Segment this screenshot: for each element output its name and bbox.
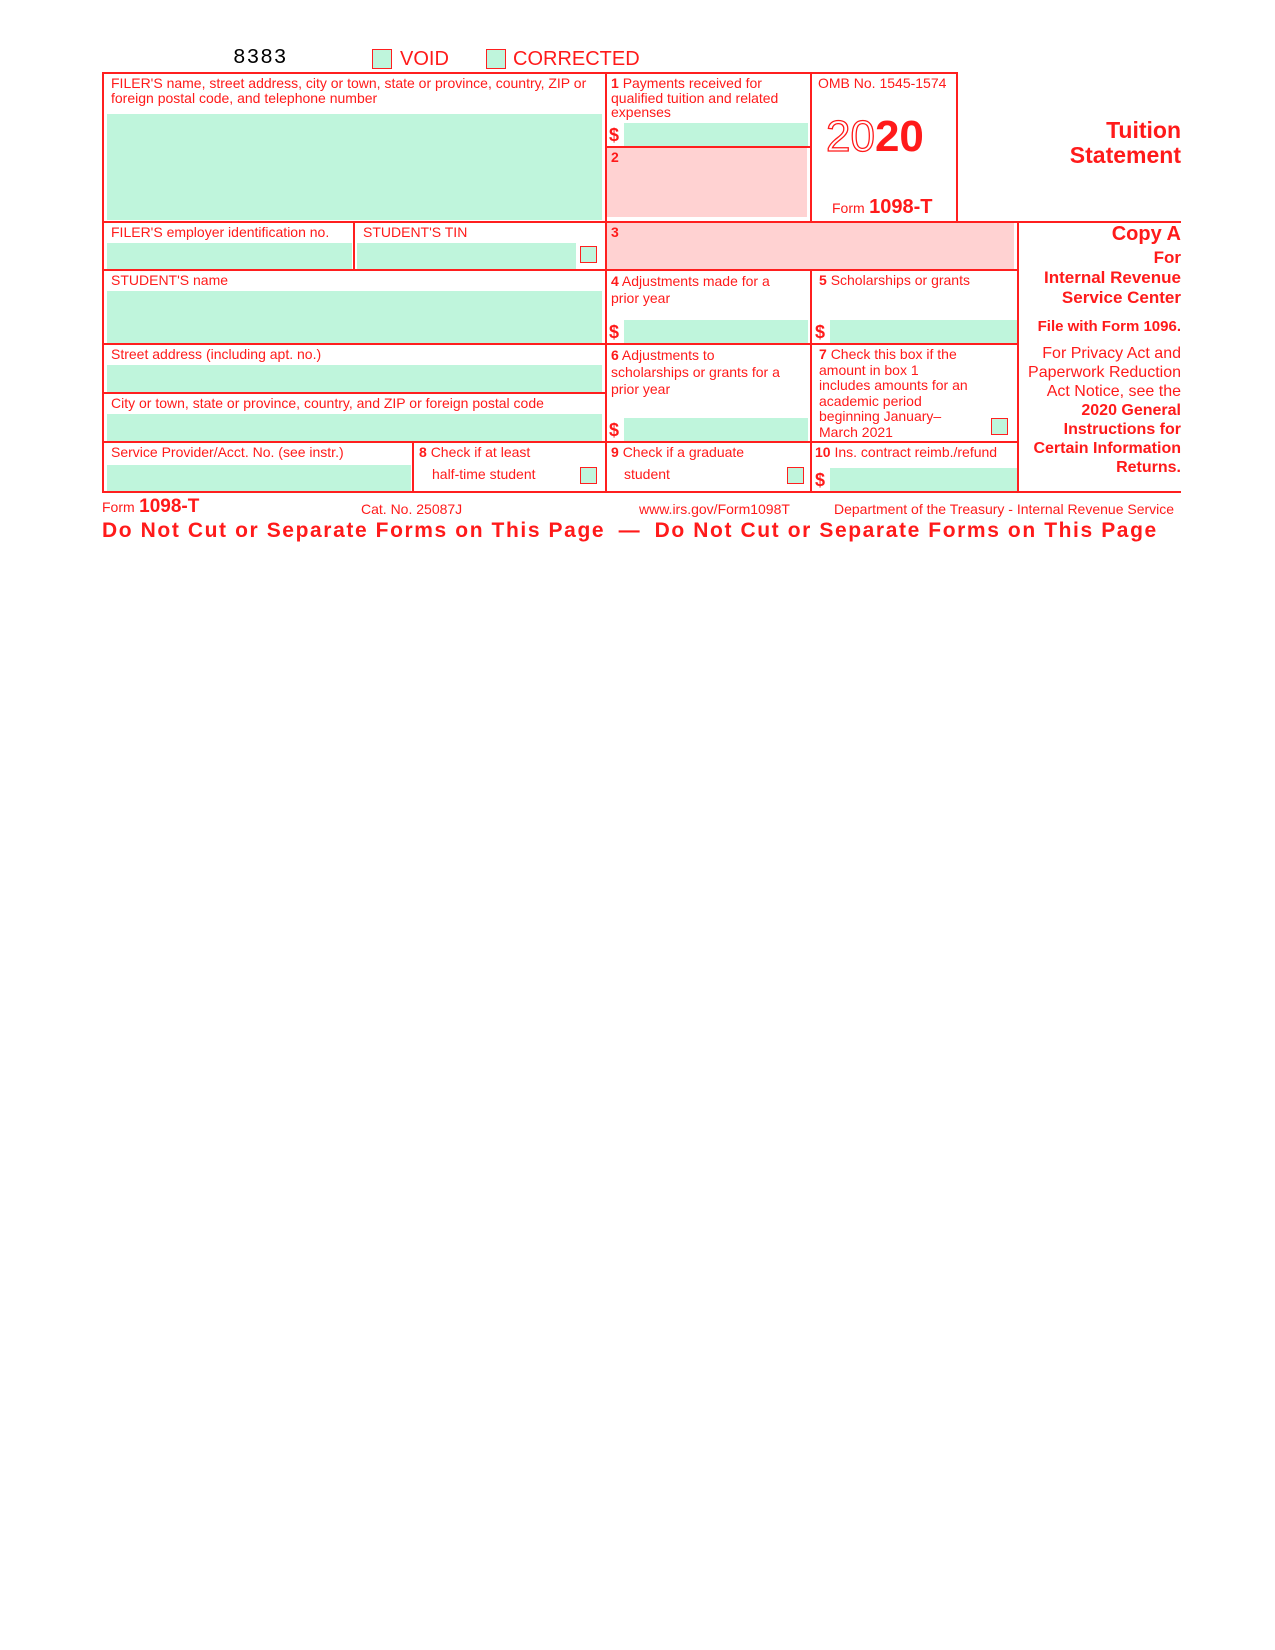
box-1-number: 1 <box>611 75 619 91</box>
copy-a-instr-1: 2020 General <box>1081 402 1181 419</box>
box-7-label <box>819 347 969 440</box>
box-4-number: 4 <box>611 273 619 289</box>
box-5-amount-field[interactable] <box>830 320 1017 343</box>
street-address-field[interactable] <box>107 365 602 392</box>
box-3-number: 3 <box>611 224 619 240</box>
copy-a-privacy-3: Act Notice, see the <box>1046 383 1181 400</box>
omb-form-word: Form <box>832 200 865 216</box>
box-6-amount-field[interactable] <box>624 418 808 441</box>
box-6-dollar-sign: $ <box>609 420 620 440</box>
omb-number: OMB No. 1545-1574 <box>818 75 947 91</box>
box-5-label <box>819 273 1014 288</box>
box-8-label <box>419 445 530 460</box>
void-checkbox[interactable] <box>372 49 392 69</box>
omb-form-id <box>832 196 933 219</box>
filer-ein-label: FILER'S employer identification no. <box>111 224 330 240</box>
box-9-number: 9 <box>611 444 619 460</box>
footer-url: www.irs.gov/Form1098T <box>639 501 790 517</box>
footer-cat-no: Cat. No. 25087J <box>361 501 463 517</box>
box-10-dollar-sign: $ <box>815 470 826 490</box>
box-4-text: Adjustments made for a prior year <box>611 273 770 306</box>
box-4-dollar-sign: $ <box>609 322 620 342</box>
corrected-checkbox[interactable] <box>486 49 506 69</box>
form-title-line-1: Tuition <box>1106 117 1181 143</box>
tax-year-bold: 20 <box>874 112 924 161</box>
copy-a-instr-2: Instructions for <box>1063 421 1181 438</box>
box-5-number: 5 <box>819 272 827 288</box>
copy-a-file-with: File with Form 1096. <box>1037 318 1181 335</box>
do-not-cut-dash: — <box>618 519 642 542</box>
copy-a-privacy-1: For Privacy Act and <box>1042 345 1181 362</box>
box-9-text-1: Check if a graduate <box>622 444 745 460</box>
box-6-text: Adjustments to scholarships or grants for a prior year <box>611 347 780 397</box>
service-provider-field[interactable] <box>107 465 411 491</box>
tax-year <box>826 113 924 161</box>
box-1-label <box>611 76 806 120</box>
box-8-text-1: Check if at least <box>430 444 531 460</box>
do-not-cut-left: Do Not Cut or Separate Forms on This Page <box>102 519 606 542</box>
city-label: City or town, state or province, country, and ZIP or foreign postal code <box>111 395 544 411</box>
corrected-label: CORRECTED <box>513 48 640 70</box>
box-8-checkbox[interactable] <box>580 467 597 484</box>
filer-name-label: FILER'S name, street address, city or town, state or province, country, ZIP or foreign postal code, and telephone number <box>111 75 587 106</box>
box-8-number: 8 <box>419 444 427 460</box>
box-10-label <box>815 445 997 460</box>
box-2-shaded-area <box>605 146 807 217</box>
box-1-text: Payments received for qualified tuition and related expenses <box>611 75 779 120</box>
student-name-label: STUDENT'S name <box>111 272 229 288</box>
filer-ein-field[interactable] <box>107 243 352 269</box>
student-name-field[interactable] <box>107 291 602 343</box>
box-7-text: Check this box if the amount in box 1 includes amounts for an academic period beginning January– March 2021 <box>819 346 968 440</box>
footer-form-word: Form <box>102 499 135 515</box>
footer-form-id <box>102 496 199 518</box>
do-not-cut-right: Do Not Cut or Separate Forms on This Page <box>654 519 1158 542</box>
service-provider-label: Service Provider/Acct. No. (see instr.) <box>111 444 344 460</box>
box-10-text: Ins. contract reimb./refund <box>834 444 998 460</box>
box-4-amount-field[interactable] <box>624 320 808 343</box>
box-5-dollar-sign: $ <box>815 322 826 342</box>
box-10-amount-field[interactable] <box>830 468 1017 491</box>
box-10-number: 10 <box>815 444 831 460</box>
copy-a-irs-line-2: Service Center <box>1061 288 1181 307</box>
street-address-label: Street address (including apt. no.) <box>111 346 322 362</box>
copy-a-panel <box>1019 222 1181 477</box>
footer-form-name: 1098-T <box>139 496 200 517</box>
omb-form-name: 1098-T <box>869 196 933 218</box>
student-tin-field[interactable] <box>357 243 576 269</box>
box-9-checkbox[interactable] <box>787 467 804 484</box>
box-1-dollar-sign: $ <box>609 125 620 145</box>
form-title-line-2: Statement <box>1069 142 1181 168</box>
copy-a-instr-4: Returns. <box>1116 459 1181 476</box>
box-2-number: 2 <box>611 149 619 165</box>
box-8-text-2: half-time student <box>432 466 536 482</box>
copy-a-for: For <box>1153 248 1181 267</box>
form-code: 8383 <box>233 47 288 70</box>
box-9-text-2: student <box>624 466 670 482</box>
box-5-text: Scholarships or grants <box>830 272 970 288</box>
student-tin-checkbox[interactable] <box>580 246 597 263</box>
box-3-shaded-area <box>605 223 1014 269</box>
box-7-checkbox[interactable] <box>991 418 1008 435</box>
box-1-amount-field[interactable] <box>624 123 808 146</box>
box-6-number: 6 <box>611 347 619 363</box>
void-label: VOID <box>400 48 449 70</box>
box-9-label <box>611 445 744 460</box>
footer-department: Department of the Treasury - Internal Revenue Service <box>834 501 1175 517</box>
copy-a-privacy-2: Paperwork Reduction <box>1028 364 1181 381</box>
box-4-label <box>611 273 801 307</box>
student-tin-label: STUDENT'S TIN <box>363 224 468 240</box>
do-not-cut-banner <box>102 519 1181 543</box>
box-6-label <box>611 347 781 398</box>
filer-name-field[interactable] <box>107 114 602 220</box>
city-field[interactable] <box>107 414 602 441</box>
box-7-number: 7 <box>819 346 827 362</box>
copy-a-irs-line-1: Internal Revenue <box>1044 268 1181 287</box>
form-title <box>990 118 1181 168</box>
tax-year-outline: 20 <box>826 112 875 161</box>
copy-a-instr-3: Certain Information <box>1033 440 1181 457</box>
copy-a-title: Copy A <box>1111 223 1181 245</box>
